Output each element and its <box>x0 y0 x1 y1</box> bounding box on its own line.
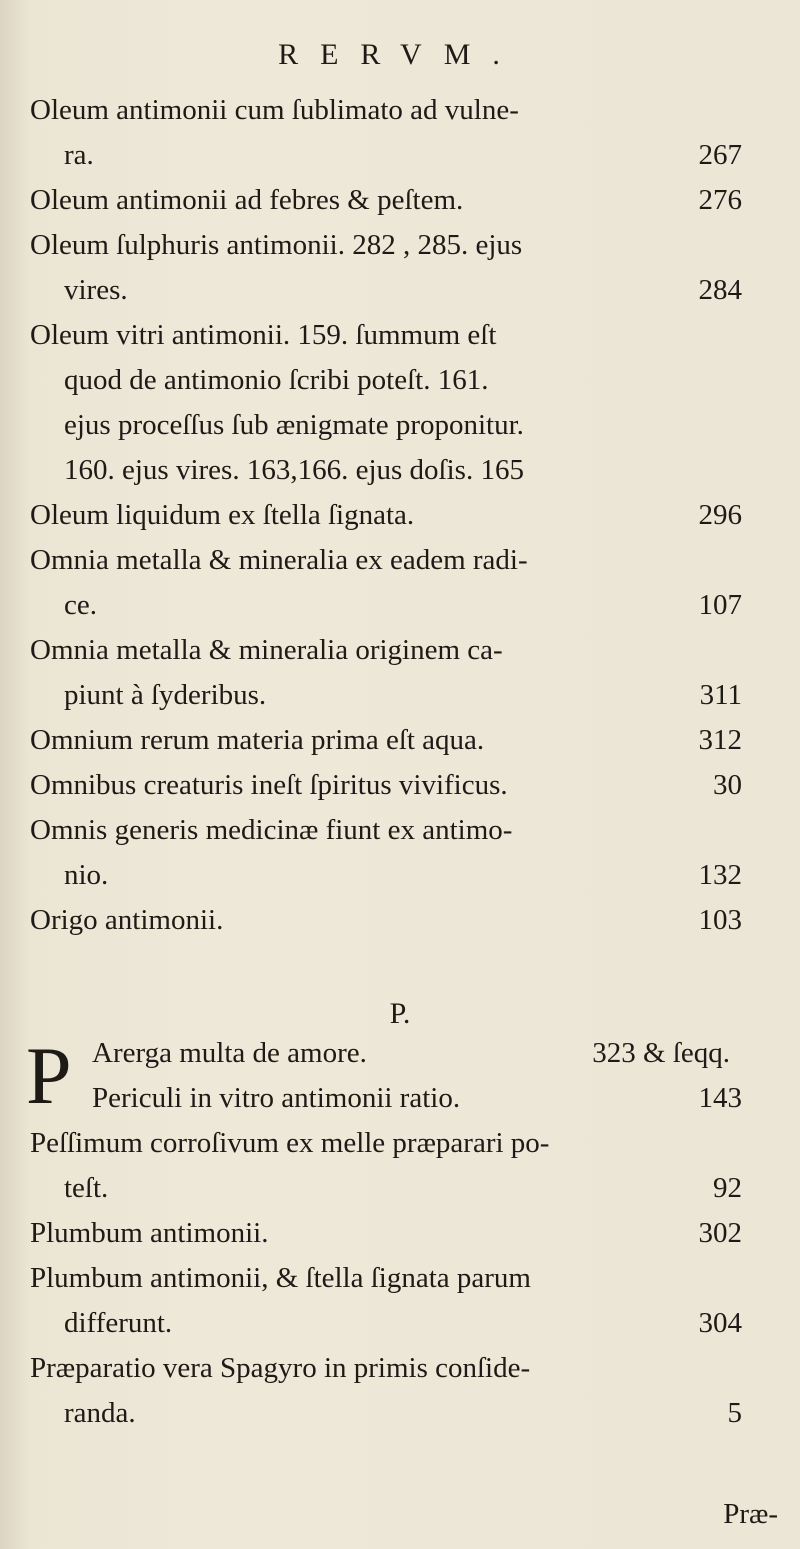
entry-text: Oleum vitri antimonii. 159. ſummum eſt <box>30 319 497 351</box>
page-ref: 267 <box>698 139 742 171</box>
index-line <box>0 1395 800 1440</box>
entry-text: Omnibus creaturis ineſt ſpiritus vivificus. <box>30 769 508 801</box>
entry-text: differunt. <box>64 1307 173 1339</box>
index-line <box>0 182 800 227</box>
entry-text: nio. <box>64 859 109 891</box>
page-ref: 30 <box>713 769 742 801</box>
entry-text: quod de antimonio ſcribi poteſt. 161. <box>64 364 489 396</box>
page-ref: 132 <box>698 859 742 891</box>
index-line <box>0 722 800 767</box>
page-ref: 103 <box>698 904 742 936</box>
index-line <box>0 1125 800 1170</box>
entry-text: Origo antimonii. <box>30 904 224 936</box>
index-line <box>0 677 800 722</box>
index-line <box>0 1035 800 1080</box>
entry-text: 160. ejus vires. 163,166. ejus doſis. 165 <box>64 454 524 486</box>
index-line <box>0 317 800 362</box>
entry-text: Omnium rerum materia prima eſt aqua. <box>30 724 485 756</box>
entry-text: Plumbum antimonii. <box>30 1217 269 1249</box>
entry-text: Periculi in vitro antimonii ratio. <box>92 1082 461 1114</box>
index-line <box>0 1350 800 1395</box>
page-ref: 311 <box>699 679 742 711</box>
entry-text: Omnia metalla & mineralia originem ca- <box>30 634 503 666</box>
index-line <box>0 362 800 407</box>
index-line <box>0 1080 800 1125</box>
index-line <box>0 1260 800 1305</box>
page-ref: 276 <box>698 184 742 216</box>
catchword: Præ- <box>723 1498 778 1530</box>
drop-cap: P <box>26 1030 72 1121</box>
entry-text: Oleum antimonii ad febres & peſtem. <box>30 184 464 216</box>
entry-text: ce. <box>64 589 97 621</box>
page-ref: 143 <box>698 1082 742 1114</box>
index-entries-p <box>0 1030 800 1440</box>
entry-text: ejus proceſſus ſub ænigmate proponitur. <box>64 409 524 441</box>
page-ref: 5 <box>727 1397 742 1429</box>
index-line <box>0 632 800 677</box>
running-head: RERVM. <box>278 38 522 71</box>
index-line <box>0 1305 800 1350</box>
index-line <box>0 452 800 497</box>
page-ref: 284 <box>698 274 742 306</box>
entry-text: Oleum liquidum ex ſtella ſignata. <box>30 499 415 531</box>
entry-text: ra. <box>64 139 94 171</box>
index-line <box>0 227 800 272</box>
entry-text: vires. <box>64 274 128 306</box>
entry-text: teſt. <box>64 1172 109 1204</box>
index-line <box>0 272 800 317</box>
page-ref: 302 <box>698 1217 742 1249</box>
page-ref: 296 <box>698 499 742 531</box>
index-line <box>0 1170 800 1215</box>
page-ref: 323 & ſeqq. <box>592 1037 730 1069</box>
index-line <box>0 812 800 857</box>
index-line <box>0 902 800 947</box>
entry-text: Oleum ſulphuris antimonii. 282 , 285. ejus <box>30 229 523 261</box>
page-ref: 107 <box>698 589 742 621</box>
index-line <box>0 92 800 137</box>
entry-text: Plumbum antimonii, & ſtella ſignata parum <box>30 1262 531 1294</box>
entry-text: randa. <box>64 1397 136 1429</box>
entry-text: Præparatio vera Spagyro in primis conſide- <box>30 1352 531 1384</box>
index-line <box>0 587 800 632</box>
entry-text: Arerga multa de amore. <box>92 1037 367 1069</box>
entry-text: Peſſimum corroſivum ex melle præparari po- <box>30 1127 550 1159</box>
index-line <box>0 1215 800 1260</box>
page-ref: 92 <box>713 1172 742 1204</box>
entry-text: Oleum antimonii cum ſublimato ad vulne- <box>30 94 519 126</box>
index-line <box>0 137 800 182</box>
index-line <box>0 767 800 812</box>
section-letter: P. <box>389 997 411 1030</box>
page-ref: 304 <box>698 1307 742 1339</box>
page-ref: 312 <box>698 724 742 756</box>
index-line <box>0 857 800 902</box>
index-line <box>0 497 800 542</box>
index-line <box>0 542 800 587</box>
entry-text: Omnis generis medicinæ fiunt ex antimo- <box>30 814 513 846</box>
entry-text: piunt à ſyderibus. <box>64 679 267 711</box>
index-entries-o <box>0 92 800 947</box>
entry-text: Omnia metalla & mineralia ex eadem radi- <box>30 544 528 576</box>
index-line <box>0 407 800 452</box>
